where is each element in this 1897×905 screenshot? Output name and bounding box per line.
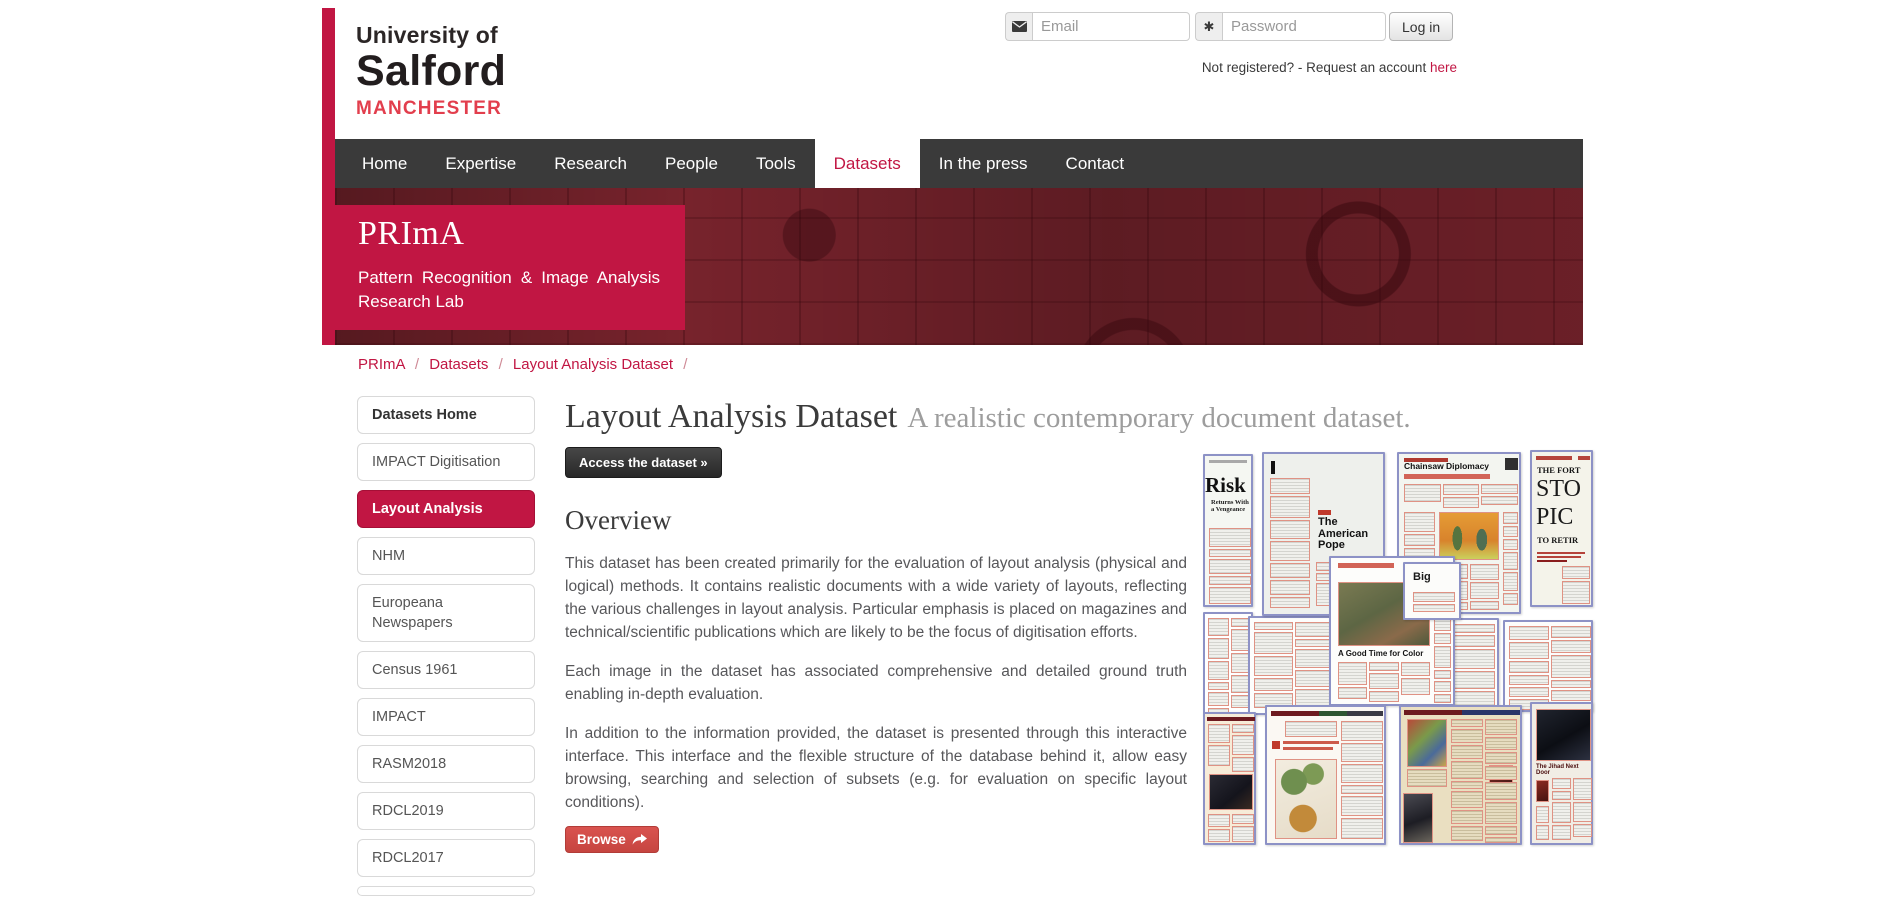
decorative-bar [1209, 460, 1247, 463]
ground-truth-text-block [1443, 484, 1480, 495]
main-nav [335, 139, 1583, 188]
breadcrumb [358, 356, 693, 373]
password-group [1195, 12, 1386, 41]
ground-truth-text-block [1404, 534, 1435, 546]
ground-truth-text-block [1208, 829, 1230, 842]
ground-truth-text-block [1208, 814, 1230, 827]
ground-truth-text-block [1209, 559, 1251, 574]
decorative-bar [1578, 456, 1590, 460]
ground-truth-text-block [1485, 782, 1517, 800]
nav-item-contact[interactable]: Contact [1065, 154, 1125, 173]
ground-truth-text-block [1485, 737, 1517, 750]
decorative-bar [1536, 456, 1572, 460]
collage-page-right-mid [1503, 620, 1593, 712]
ground-truth-text-block [1270, 478, 1310, 494]
ground-truth-text-block [1413, 604, 1455, 612]
ground-truth-text-block [1369, 662, 1398, 671]
prima-title-box [335, 205, 685, 330]
decorative-bar [1271, 461, 1275, 474]
decorative-bar [1537, 556, 1581, 558]
collage-headline: The Jihad Next Door [1536, 764, 1579, 777]
browse-button[interactable] [565, 826, 659, 853]
datasets-sidebar [357, 396, 535, 905]
ground-truth-text-block [1503, 512, 1518, 524]
collage-headline: PIC [1536, 504, 1574, 530]
ground-truth-text-block [1481, 484, 1518, 494]
ground-truth-text-block [1551, 690, 1591, 701]
ground-truth-text-block [1562, 566, 1590, 579]
ground-truth-text-block [1509, 675, 1549, 685]
photo-region [1536, 709, 1591, 761]
ground-truth-text-block [1451, 729, 1483, 743]
ground-truth-text-block [1285, 721, 1337, 737]
page-subtitle: A realistic contemporary document dataset. [907, 402, 1411, 434]
ground-truth-text-block [1404, 484, 1441, 502]
ground-truth-text-block [1232, 724, 1254, 733]
ground-truth-text-block [1413, 592, 1455, 602]
nav-item-tools[interactable]: Tools [755, 154, 796, 173]
ground-truth-text-block [1451, 624, 1495, 633]
logo-line-university-of: University of [356, 22, 498, 48]
ground-truth-text-block [1270, 580, 1310, 595]
ground-truth-text-block [1270, 541, 1310, 561]
ground-truth-text-block [1401, 662, 1430, 676]
collage-headline: THE FORT [1537, 465, 1581, 475]
browse-button-label: Browse [577, 832, 626, 848]
ground-truth-text-block [1485, 752, 1517, 764]
ground-truth-text-block [1254, 632, 1293, 654]
decorative-bar [1318, 510, 1331, 515]
ground-truth-text-block [1503, 539, 1518, 550]
ground-truth-text-block [1434, 694, 1451, 703]
ground-truth-text-block [1552, 825, 1571, 840]
breadcrumb-layout-analysis-dataset[interactable]: Layout Analysis Dataset [512, 356, 674, 373]
ground-truth-text-block [1434, 681, 1451, 692]
ground-truth-text-block [1451, 745, 1483, 759]
ground-truth-text-block [1573, 824, 1592, 837]
logo-line-manchester: MANCHESTER [356, 98, 503, 119]
ground-truth-text-block [1470, 564, 1499, 580]
ground-truth-text-block [1509, 661, 1549, 673]
ground-truth-text-block [1552, 791, 1571, 800]
ground-truth-text-block [1451, 761, 1483, 779]
ground-truth-text-block [1208, 745, 1230, 766]
login-button[interactable]: Log in [1389, 12, 1453, 41]
ground-truth-text-block [1470, 582, 1499, 599]
ground-truth-text-block [1407, 769, 1447, 787]
password-input[interactable] [1222, 12, 1386, 41]
ground-truth-text-block [1451, 826, 1483, 841]
sidebar-item-partial[interactable] [357, 886, 535, 896]
ground-truth-text-block [1573, 802, 1592, 822]
access-dataset-button[interactable]: Access the dataset » [565, 447, 722, 478]
ground-truth-text-block [1270, 520, 1310, 539]
collage-page-below-risk [1203, 612, 1253, 716]
ground-truth-text-block [1451, 671, 1495, 689]
ground-truth-text-block [1270, 597, 1310, 608]
nav-item-datasets[interactable]: Datasets [815, 139, 920, 188]
decorative-bar [1537, 560, 1567, 562]
ground-truth-text-block [1536, 825, 1549, 840]
ground-truth-text-block [1451, 649, 1495, 669]
nav-item-home[interactable]: Home [362, 154, 408, 173]
ground-truth-text-block [1503, 552, 1518, 570]
page-title: Layout Analysis Dataset [565, 398, 898, 435]
ground-truth-text-block [1338, 662, 1367, 685]
photo-region [1275, 759, 1337, 839]
sidebar-item-impact-digitisation[interactable]: IMPACT Digitisation [357, 443, 535, 481]
ground-truth-text-block [1208, 638, 1229, 659]
sidebar-item-nhm[interactable]: NHM [357, 537, 535, 575]
collage-headline: A Good Time for Color [1338, 649, 1424, 658]
ground-truth-text-block [1208, 682, 1229, 690]
prima-banner [335, 188, 1583, 345]
decorative-bar [1404, 710, 1462, 715]
overview-paragraph-1: This dataset has been created primarily for the evaluation of layout analysis (physical and logical) methods. It contains realistic documents with a wide variety of layouts, reflecting the various challenges in layout analysis. Particular emphasis is placed on magazines and technical/scientific publications which are likely to be the focus of digitisation efforts. [565, 555, 1187, 642]
ground-truth-text-block [1254, 678, 1293, 691]
ground-truth-text-block [1503, 593, 1518, 605]
overview-paragraph-3: In addition to the information provided, the dataset is presented through this interactive interface. This interface and the flexible structure of the database behind it, allow easy browsing, searching and selection of subsets (e.g. for evaluation on specific layout conditions). [565, 725, 1187, 812]
ground-truth-text-block [1551, 640, 1591, 653]
collage-page-left-tan [1203, 712, 1256, 845]
decorative-bar [1338, 563, 1394, 568]
ground-truth-text-block [1369, 673, 1398, 689]
ground-truth-text-block [1232, 826, 1254, 842]
ground-truth-text-block [1536, 806, 1549, 823]
ground-truth-text-block [1485, 766, 1517, 780]
collage-page-cartoon [1265, 705, 1386, 845]
ground-truth-text-block [1434, 646, 1451, 668]
logo-line-salford: Salford [356, 47, 507, 95]
sidebar-item-impact[interactable]: IMPACT [357, 698, 535, 736]
ground-truth-text-block [1443, 497, 1480, 508]
breadcrumb-separator: / [683, 356, 688, 373]
ground-truth-text-block [1208, 724, 1230, 743]
sidebar-item-layout-analysis[interactable]: Layout Analysis [357, 490, 535, 528]
ground-truth-text-block [1509, 687, 1549, 697]
ground-truth-text-block [1485, 826, 1517, 835]
nav-item-expertise[interactable]: Expertise [445, 154, 517, 173]
ground-truth-text-block [1552, 778, 1571, 789]
photo-region [1407, 719, 1447, 767]
nav-item-in-the-press[interactable]: In the press [938, 154, 1028, 173]
ground-truth-text-block [1232, 757, 1254, 772]
brand-accent-bar [322, 8, 335, 345]
photo-region [1439, 512, 1499, 560]
ground-truth-text-block [1341, 764, 1383, 783]
register-here-link[interactable]: here [1429, 60, 1457, 75]
ground-truth-text-block [1485, 719, 1517, 735]
ground-truth-text-block [1503, 572, 1518, 591]
collage-headline: TO RETIR [1537, 535, 1579, 545]
email-input[interactable] [1032, 12, 1190, 41]
ground-truth-text-block [1270, 563, 1310, 578]
breadcrumb-separator: / [498, 356, 503, 373]
collage-headline: Chainsaw Diplomacy [1404, 461, 1490, 471]
breadcrumb-datasets[interactable]: Datasets [429, 356, 489, 373]
ground-truth-text-block [1232, 814, 1254, 824]
collage-page-jihad [1530, 702, 1593, 845]
ground-truth-text-block [1341, 796, 1383, 816]
browse-arrow-icon [632, 834, 647, 846]
ground-truth-text-block [1551, 626, 1591, 638]
ground-truth-text-block [1209, 576, 1251, 585]
nav-item-people[interactable]: People [665, 154, 718, 173]
ground-truth-text-block [1209, 528, 1251, 547]
collage-headline: The American Pope [1318, 516, 1369, 552]
decorative-bar [1207, 717, 1255, 721]
ground-truth-text-block [1562, 581, 1590, 604]
decorative-bar [1283, 741, 1339, 744]
email-group [1005, 12, 1190, 41]
ground-truth-text-block [1509, 626, 1549, 640]
ground-truth-text-block [1404, 512, 1435, 532]
decorative-bar [1505, 458, 1518, 470]
ground-truth-text-block [1208, 661, 1229, 680]
dataset-sample-collage [1203, 450, 1593, 848]
ground-truth-text-block [1434, 670, 1451, 679]
ground-truth-text-block [1451, 635, 1495, 647]
ground-truth-text-block [1503, 526, 1518, 537]
ground-truth-text-block [1232, 735, 1254, 755]
breadcrumb-separator: / [414, 356, 420, 373]
ground-truth-text-block [1341, 721, 1383, 741]
collage-page-big-fragment [1403, 562, 1461, 620]
ground-truth-text-block [1451, 791, 1483, 808]
ground-truth-text-block [1552, 802, 1571, 823]
ground-truth-text-block [1470, 601, 1499, 610]
collage-headline: Risk [1205, 473, 1246, 497]
ground-truth-text-block [1434, 633, 1451, 644]
decorative-bar [1283, 747, 1333, 750]
collage-headline: STO [1536, 476, 1581, 502]
ground-truth-text-block [1209, 587, 1251, 604]
sidebar-item-rdcl2019[interactable]: RDCL2019 [357, 792, 535, 830]
sidebar-item-datasets-home[interactable]: Datasets Home [357, 396, 535, 434]
ground-truth-text-block [1551, 655, 1591, 678]
photo-region [1536, 780, 1549, 802]
ground-truth-text-block [1573, 778, 1592, 800]
ground-truth-text-block [1208, 692, 1229, 706]
sidebar-item-rdcl2017[interactable]: RDCL2017 [357, 839, 535, 877]
ground-truth-text-block [1485, 837, 1517, 843]
collage-page-mid-left [1248, 616, 1336, 715]
collage-page-risk [1203, 454, 1253, 607]
asterisk-icon: ✱ [1195, 12, 1222, 41]
ground-truth-text-block [1551, 680, 1591, 688]
register-line [1005, 60, 1457, 75]
university-logo[interactable] [356, 24, 506, 118]
sidebar-item-census-1961[interactable]: Census 1961 [357, 651, 535, 689]
ground-truth-text-block [1485, 802, 1517, 824]
overview-heading: Overview [565, 505, 672, 536]
ground-truth-text-block [1209, 549, 1251, 557]
collage-page-fortune [1530, 450, 1593, 607]
ground-truth-text-block [1451, 810, 1483, 824]
decorative-bar [1347, 711, 1383, 716]
decorative-bar [1272, 741, 1280, 749]
decorative-bar [1319, 711, 1347, 716]
ground-truth-text-block [1451, 719, 1483, 727]
ground-truth-text-block [1369, 691, 1398, 702]
prima-subtitle: Pattern Recognition & Image Analysis Research Lab [358, 268, 660, 312]
ground-truth-text-block [1451, 781, 1483, 789]
collage-headline: Returns With a Vengeance [1211, 499, 1249, 513]
ground-truth-text-block [1254, 622, 1293, 630]
sidebar-item-europeana-newspapers[interactable]: Europeana Newspapers [357, 584, 535, 642]
ground-truth-text-block [1481, 496, 1518, 505]
breadcrumb-prima[interactable]: PRImA [358, 356, 405, 373]
nav-item-research[interactable]: Research [554, 154, 627, 173]
ground-truth-text-block [1208, 618, 1229, 636]
decorative-bar [1271, 711, 1319, 716]
sidebar-item-rasm2018[interactable]: RASM2018 [357, 745, 535, 783]
collage-page-guitar [1399, 705, 1522, 845]
photo-region [1403, 793, 1433, 843]
prima-title: PRImA [358, 215, 465, 252]
collage-headline: Big [1413, 571, 1431, 583]
ground-truth-text-block [1338, 687, 1367, 699]
ground-truth-text-block [1341, 818, 1383, 839]
ground-truth-text-block [1401, 678, 1430, 695]
decorative-bar [1462, 710, 1520, 715]
photo-region [1209, 774, 1253, 810]
ground-truth-text-block [1509, 642, 1549, 659]
ground-truth-text-block [1270, 496, 1310, 518]
ground-truth-text-block [1254, 656, 1293, 676]
ground-truth-text-block [1341, 785, 1383, 794]
overview-paragraph-2: Each image in the dataset has associated comprehensive and detailed ground truth enabling in-depth evaluation. [565, 663, 1187, 704]
decorative-bar [1537, 552, 1585, 554]
envelope-icon [1005, 12, 1032, 41]
decorative-bar [1404, 474, 1490, 479]
ground-truth-text-block [1341, 743, 1383, 762]
register-text: Not registered? - Request an account [1201, 60, 1427, 75]
